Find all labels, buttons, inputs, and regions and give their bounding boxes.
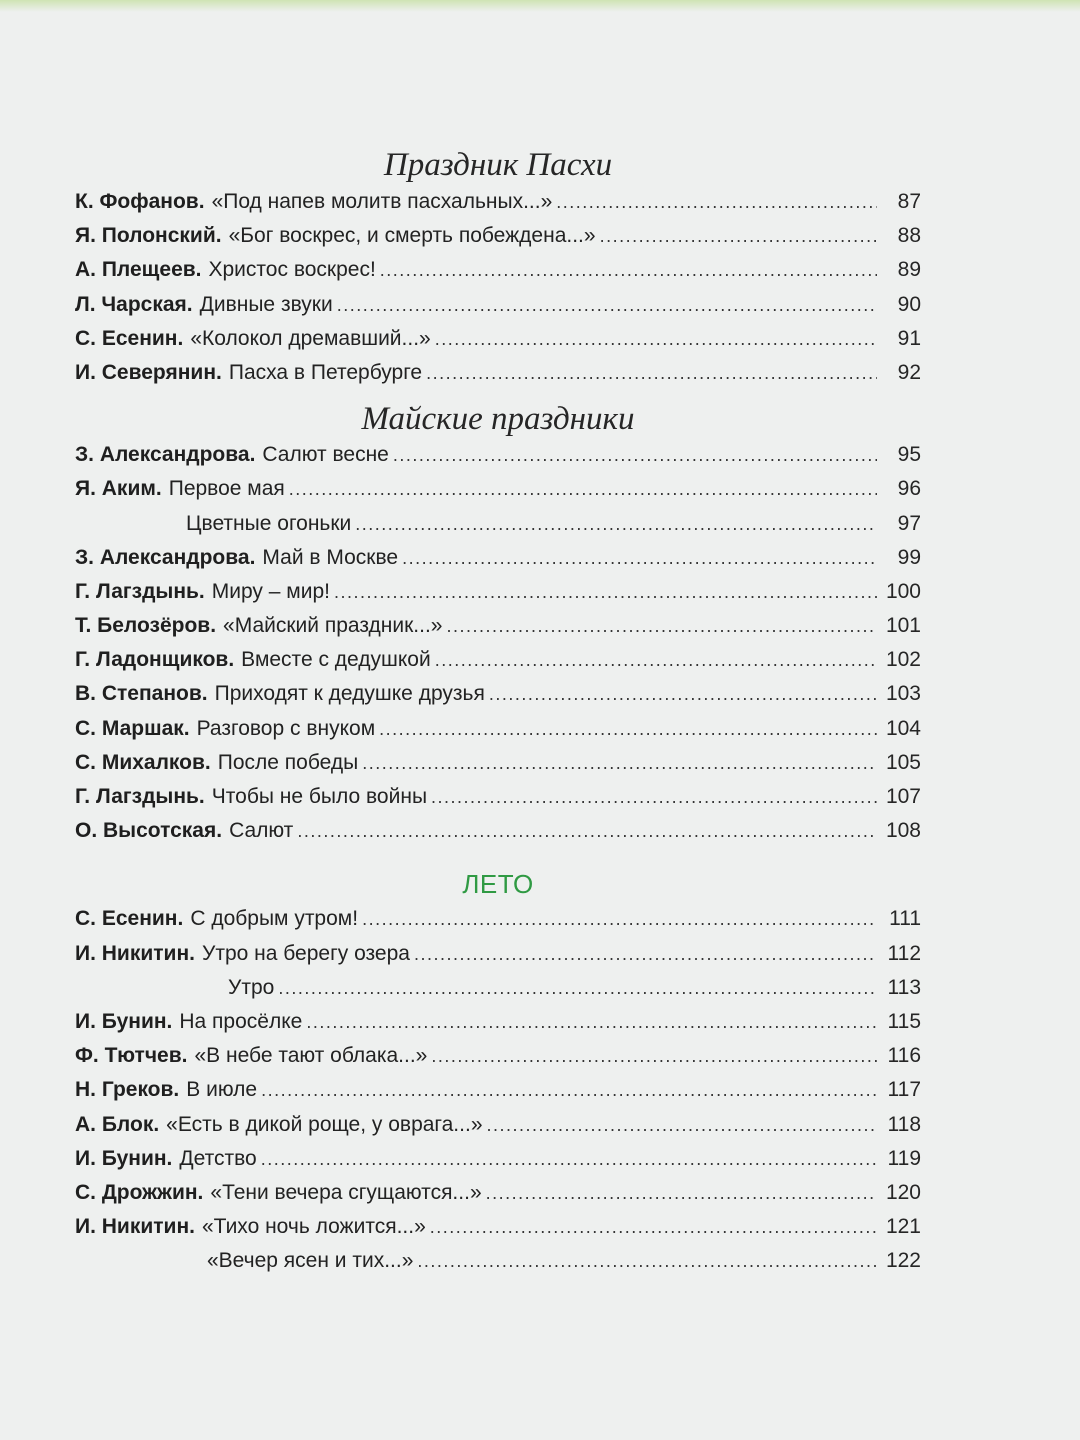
entry-page-number: 95: [897, 443, 921, 467]
entry-page-number: 100: [885, 579, 921, 603]
entry-page-number: 88: [897, 224, 921, 248]
entry-title: Приходят к дедушке друзья: [214, 682, 485, 706]
entry-title: Миру – мир!: [211, 579, 330, 603]
entry-page-number: 92: [897, 360, 921, 384]
toc-entry: [75, 477, 921, 511]
entry-title: «В небе тают облака...»: [194, 1044, 428, 1068]
entry-page-number: 113: [887, 975, 921, 999]
entry-page-number: 87: [897, 190, 921, 213]
entry-page-number: 91: [897, 326, 921, 350]
entry-author: С. Михалков.: [75, 750, 211, 774]
toc-entry: [75, 785, 921, 819]
entry-author: Т. Белозёров.: [75, 614, 217, 638]
entry-page-number: 122: [885, 1249, 921, 1273]
entry-page-number: 103: [885, 682, 921, 706]
dot-leader: [431, 1046, 877, 1067]
dot-leader: [380, 260, 877, 281]
toc-entry: [75, 751, 921, 785]
toc-entry: [75, 580, 921, 614]
toc-entry: [75, 1249, 921, 1283]
entry-page-number: 115: [887, 1009, 921, 1033]
entry-title: «Есть в дикой роще, у оврага...»: [166, 1112, 483, 1136]
dot-leader: [289, 479, 877, 500]
entry-page-number: 96: [897, 477, 921, 501]
dot-leader: [435, 650, 877, 671]
dot-leader: [600, 226, 877, 247]
toc-entry: [75, 614, 921, 648]
entry-author: О. Высотская.: [75, 819, 223, 843]
entry-title: «Вечер ясен и тих...»: [207, 1249, 414, 1273]
entry-title: Детство: [179, 1146, 257, 1170]
dot-leader: [278, 978, 877, 999]
entry-page-number: 99: [897, 545, 921, 569]
dot-leader: [414, 944, 877, 965]
dot-leader: [261, 1080, 877, 1101]
entry-title: «Тени вечера сгущаются...»: [210, 1180, 482, 1204]
toc-entry: [75, 717, 921, 751]
toc-entry: [75, 942, 921, 976]
entry-title: Цветные огоньки: [186, 511, 352, 535]
entry-title: «Под напев молитв пасхальных...»: [211, 190, 553, 213]
toc-entry: [75, 327, 921, 361]
dot-leader: [261, 1149, 877, 1170]
entry-page-number: 111: [889, 907, 921, 931]
entry-page-number: 101: [885, 614, 921, 638]
entry-page-number: 102: [885, 648, 921, 672]
entry-author: И. Никитин.: [75, 1215, 195, 1239]
entry-author: Ф. Тютчев.: [75, 1044, 188, 1068]
dot-leader: [362, 909, 877, 930]
toc-entry: [75, 224, 921, 258]
section-title: Майские праздники: [361, 401, 635, 438]
entry-title: Чтобы не было войны: [211, 785, 428, 808]
dot-leader: [431, 787, 877, 808]
entry-author: А. Плещеев.: [75, 258, 202, 282]
entry-author: И. Бунин.: [75, 1009, 173, 1033]
entry-author: Л. Чарская.: [75, 292, 193, 316]
entry-page-number: 118: [887, 1112, 921, 1136]
entry-title: С добрым утром!: [190, 907, 359, 931]
entry-title: «Колокол дремавший...»: [190, 326, 431, 350]
dot-leader: [393, 445, 877, 466]
entry-page-number: 119: [887, 1146, 921, 1170]
entry-title: Салют: [229, 819, 294, 843]
dot-leader: [426, 363, 877, 384]
entry-title: Христос воскрес!: [208, 258, 376, 282]
entry-page-number: 104: [885, 716, 921, 740]
entry-page-number: 112: [887, 941, 921, 965]
entry-title: Утро: [228, 975, 275, 999]
dot-leader: [446, 616, 877, 637]
table-of-contents: [75, 140, 921, 1283]
dot-leader: [417, 1251, 877, 1272]
toc-entry: [75, 190, 921, 224]
entry-title: Май в Москве: [262, 545, 399, 569]
toc-entry: [75, 976, 921, 1010]
entry-author: И. Северянин.: [75, 360, 222, 384]
entry-author: Г. Лагздынь.: [75, 785, 205, 808]
dot-leader: [337, 295, 877, 316]
entry-title: Первое мая: [168, 477, 285, 501]
entry-page-number: 121: [885, 1215, 921, 1239]
entry-author: С. Есенин.: [75, 907, 184, 931]
entry-title: «Майский праздник...»: [223, 614, 443, 638]
entry-title: Салют весне: [262, 443, 389, 467]
dot-leader: [430, 1217, 877, 1238]
entry-title: Пасха в Петербурге: [228, 360, 423, 384]
toc-entry: [75, 907, 921, 941]
dot-leader: [306, 1012, 877, 1033]
entry-author: З. Александрова.: [75, 443, 256, 467]
toc-entry: [75, 258, 921, 292]
entry-author: Я. Аким.: [75, 477, 162, 501]
entry-author: И. Бунин.: [75, 1146, 173, 1170]
page-top-edge: [0, 0, 1080, 12]
toc-entry: [75, 293, 921, 327]
entry-title: В июле: [186, 1078, 258, 1102]
dot-leader: [362, 753, 877, 774]
toc-sections: [75, 140, 921, 853]
dot-leader: [379, 719, 877, 740]
entry-page-number: 105: [885, 750, 921, 774]
dot-leader: [435, 329, 877, 350]
toc-entry: [75, 1078, 921, 1112]
dot-leader: [334, 582, 877, 603]
season-title: ЛЕТО: [462, 869, 534, 900]
entry-author: З. Александрова.: [75, 545, 256, 569]
entry-author: Г. Лагздынь.: [75, 579, 205, 603]
entry-title: Вместе с дедушкой: [241, 648, 431, 672]
dot-leader: [355, 514, 877, 535]
entry-author: С. Дрожжин.: [75, 1180, 204, 1204]
dot-leader: [556, 192, 877, 213]
entry-author: Н. Греков.: [75, 1078, 180, 1102]
entry-author: И. Никитин.: [75, 941, 195, 965]
entry-title: Дивные звуки: [199, 292, 333, 316]
dot-leader: [402, 548, 877, 569]
entry-author: Я. Полонский.: [75, 224, 222, 248]
entry-title: «Бог воскрес, и смерть побеждена...»: [228, 224, 596, 248]
section-title: Праздник Пасхи: [383, 147, 613, 183]
dot-leader: [297, 821, 877, 842]
entry-page-number: 107: [885, 785, 921, 808]
toc-entry: [75, 1044, 921, 1078]
toc-entry: [75, 1010, 921, 1044]
entry-author: Г. Ладонщиков.: [75, 648, 235, 672]
toc-entry: [75, 1113, 921, 1147]
toc-entry: [75, 546, 921, 580]
entry-page-number: 89: [897, 258, 921, 282]
entry-author: К. Фофанов.: [75, 190, 205, 213]
entry-title: Утро на берегу озера: [201, 941, 410, 965]
toc-entry: [75, 1147, 921, 1181]
entry-author: В. Степанов.: [75, 682, 208, 706]
entry-title: На просёлке: [179, 1009, 303, 1033]
toc-entry: [75, 443, 921, 477]
entry-title: «Тихо ночь ложится...»: [201, 1215, 426, 1239]
entry-page-number: 108: [885, 819, 921, 843]
toc-entry: [75, 361, 921, 395]
entry-title: После победы: [217, 750, 359, 774]
toc-entry: [75, 648, 921, 682]
entry-title: Разговор с внуком: [196, 716, 376, 740]
toc-entry: [75, 512, 921, 546]
entry-page-number: 116: [887, 1044, 921, 1068]
toc-entry: [75, 1215, 921, 1249]
entry-author: С. Маршак.: [75, 716, 190, 740]
dot-leader: [487, 1115, 878, 1136]
entry-page-number: 117: [887, 1078, 921, 1102]
toc-entry: [75, 682, 921, 716]
entry-author: А. Блок.: [75, 1112, 160, 1136]
entry-page-number: 97: [897, 511, 921, 535]
season-entries: [75, 907, 921, 1283]
entry-page-number: 90: [897, 292, 921, 316]
dot-leader: [486, 1183, 877, 1204]
entry-page-number: 120: [885, 1180, 921, 1204]
entry-author: С. Есенин.: [75, 326, 184, 350]
toc-entry: [75, 819, 921, 853]
toc-entry: [75, 1181, 921, 1215]
dot-leader: [489, 684, 877, 705]
